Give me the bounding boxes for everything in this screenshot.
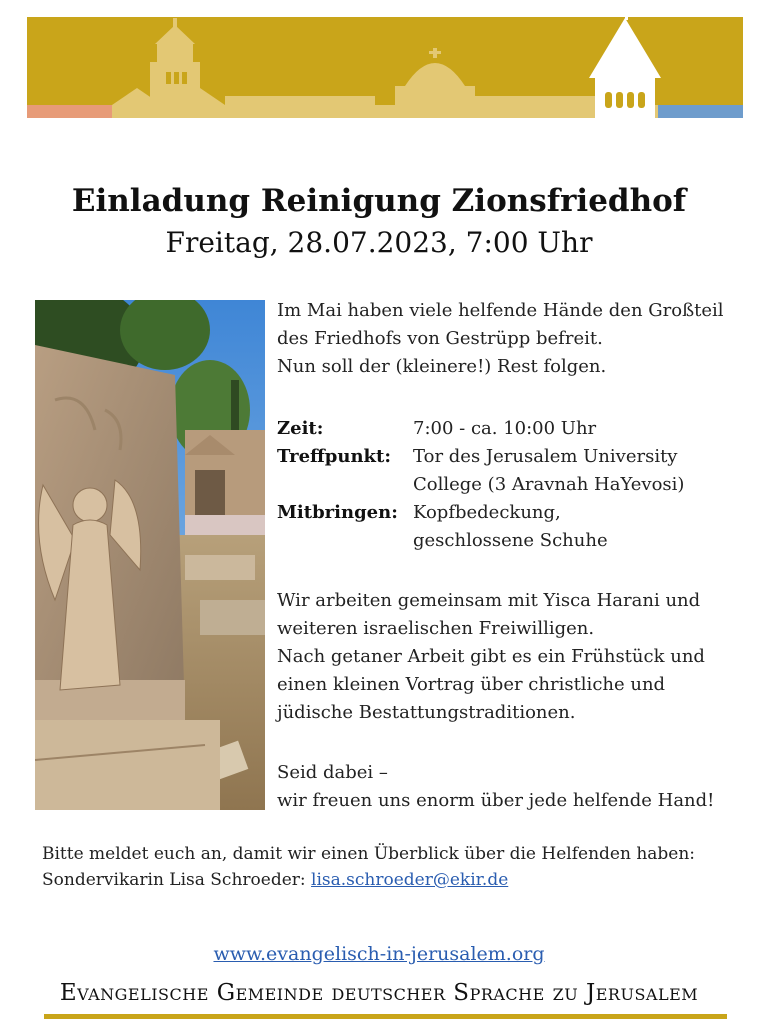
detail-value: 7:00 - ca. 10:00 Uhr [413, 418, 597, 439]
paragraph-line: weiteren israelischen Freiwilligen. [277, 618, 595, 639]
intro-line: Nun soll der (kleinere!) Rest folgen. [277, 356, 607, 377]
paragraph-line: Nach getaner Arbeit gibt es ein Frühstück und [277, 646, 705, 667]
paragraph-line: Wir arbeiten gemeinsam mit Yisca Harani und [277, 590, 701, 611]
detail-value: Tor des Jerusalem University [413, 446, 678, 467]
footer-rule [44, 1014, 727, 1019]
event-details [277, 415, 753, 555]
detail-label: Treffpunkt: [277, 446, 391, 467]
detail-label: Mitbringen: [277, 502, 398, 523]
paragraph-line: jüdische Bestattungstraditionen. [277, 702, 576, 723]
detail-value: geschlossene Schuhe [413, 530, 608, 551]
event-date: Freitag, 28.07.2023, 7:00 Uhr [165, 226, 593, 259]
detail-value: Kopfbedeckung, [413, 502, 561, 523]
cemetery-photo [35, 300, 265, 810]
header-banner [27, 0, 743, 122]
detail-time [277, 415, 753, 443]
cooperation-paragraph [277, 587, 747, 727]
registration-text: Bitte meldet euch an, damit wir einen Überblick über die Helfenden haben: [42, 844, 696, 864]
closing-paragraph [277, 759, 747, 815]
detail-value: College (3 Aravnah HaYevosi) [413, 474, 685, 495]
detail-meeting-point [277, 443, 753, 499]
intro-line: Im Mai haben viele helfende Hände den Großteil [277, 300, 724, 321]
detail-bring [277, 499, 753, 555]
registration-note [42, 841, 695, 893]
website-link[interactable]: www.evangelisch-in-jerusalem.org [213, 943, 545, 965]
paragraph-line: Seid dabei – [277, 762, 388, 783]
organization-name: Evangelische Gemeinde deutscher Sprache zu Jerusalem [59, 980, 699, 1006]
intro-line: des Friedhofs von Gestrüpp befreit. [277, 328, 603, 349]
contact-prefix: Sondervikarin Lisa Schroeder: [42, 870, 312, 890]
paragraph-line: einen kleinen Vortrag über christliche und [277, 674, 666, 695]
email-link[interactable]: lisa.schroeder@ekir.de [311, 870, 509, 890]
detail-label: Zeit: [277, 418, 324, 439]
intro-paragraph [277, 297, 747, 381]
paragraph-line: wir freuen uns enorm über jede helfende Hand! [277, 790, 715, 811]
page-title: Einladung Reinigung Zionsfriedhof [71, 183, 687, 219]
